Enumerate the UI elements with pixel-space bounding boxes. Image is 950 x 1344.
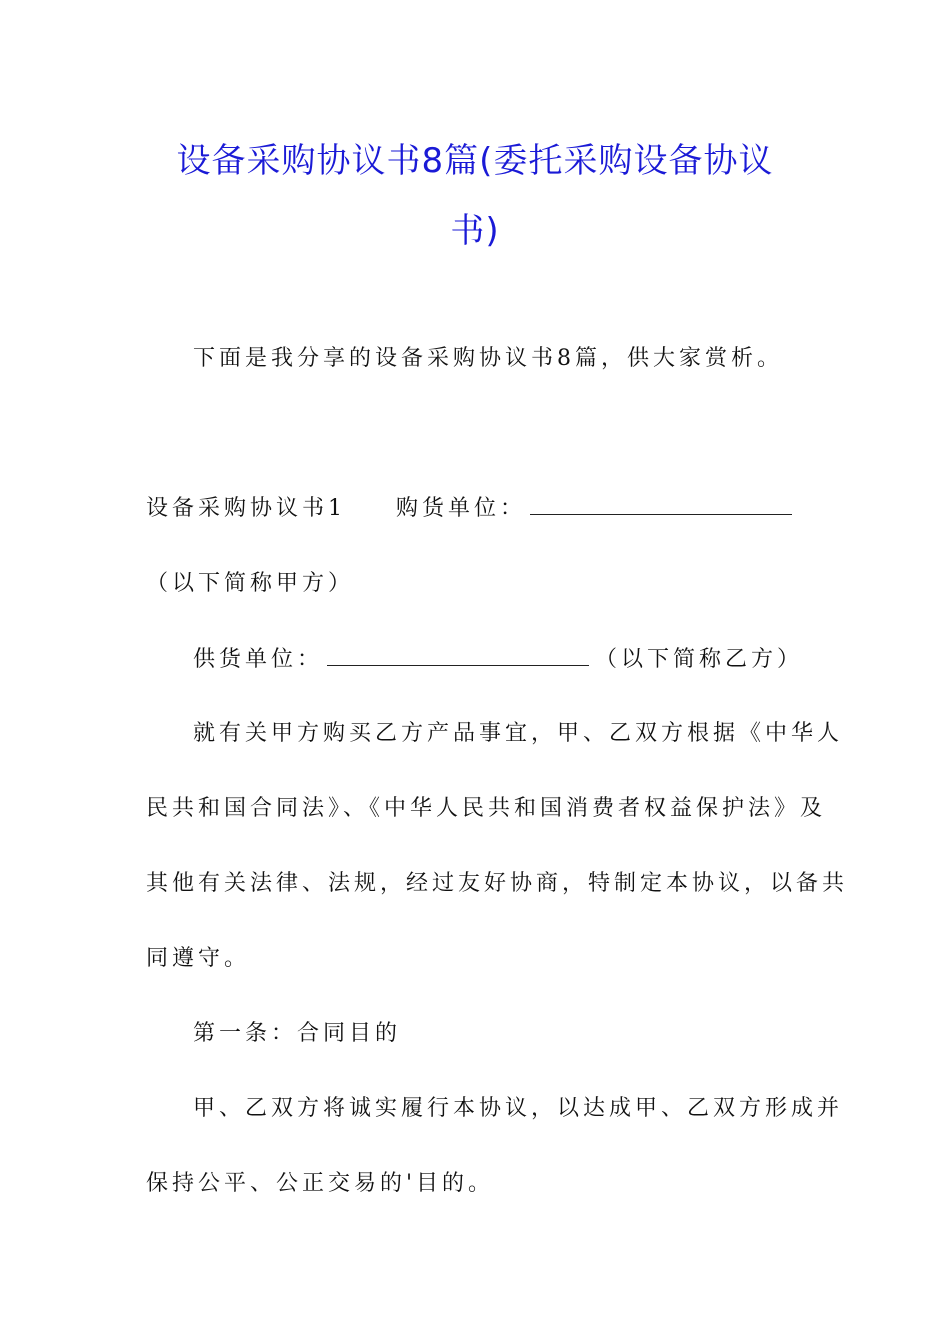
- supplier-note: （以下简称乙方）: [595, 647, 804, 672]
- supplier-line: [193, 645, 803, 675]
- buyer-label: 购货单位：: [396, 496, 527, 521]
- agreement-heading: 设备采购协议书1: [146, 496, 346, 521]
- paragraph-line: 同遵守。: [146, 946, 251, 971]
- intro-paragraph: 下面是我分享的设备采购协议书8篇，供大家赏析。: [193, 346, 783, 371]
- supplier-label: 供货单位：: [193, 647, 324, 672]
- buyer-note: （以下简称甲方）: [146, 571, 355, 596]
- supplier-blank-field: [327, 645, 589, 666]
- paragraph-line: 甲、乙双方将诚实履行本协议，以达成甲、乙双方形成并: [193, 1096, 844, 1121]
- paragraph-line: 民共和国合同法》、《中华人民共和国消费者权益保护法》及: [146, 796, 827, 821]
- buyer-line: [146, 494, 792, 524]
- document-title-line-1: 设备采购协议书8篇(委托采购设备协议: [176, 141, 774, 181]
- paragraph-line: 其他有关法律、法规，经过友好协商，特制定本协议，以备共: [146, 871, 849, 896]
- article-heading: 第一条：合同目的: [193, 1021, 402, 1046]
- paragraph-line: 保持公平、公正交易的'目的。: [146, 1171, 495, 1196]
- buyer-blank-field: [530, 494, 792, 515]
- document-title-line-2: 书): [450, 211, 500, 251]
- paragraph-line: 就有关甲方购买乙方产品事宜，甲、乙双方根据《中华人: [193, 721, 844, 746]
